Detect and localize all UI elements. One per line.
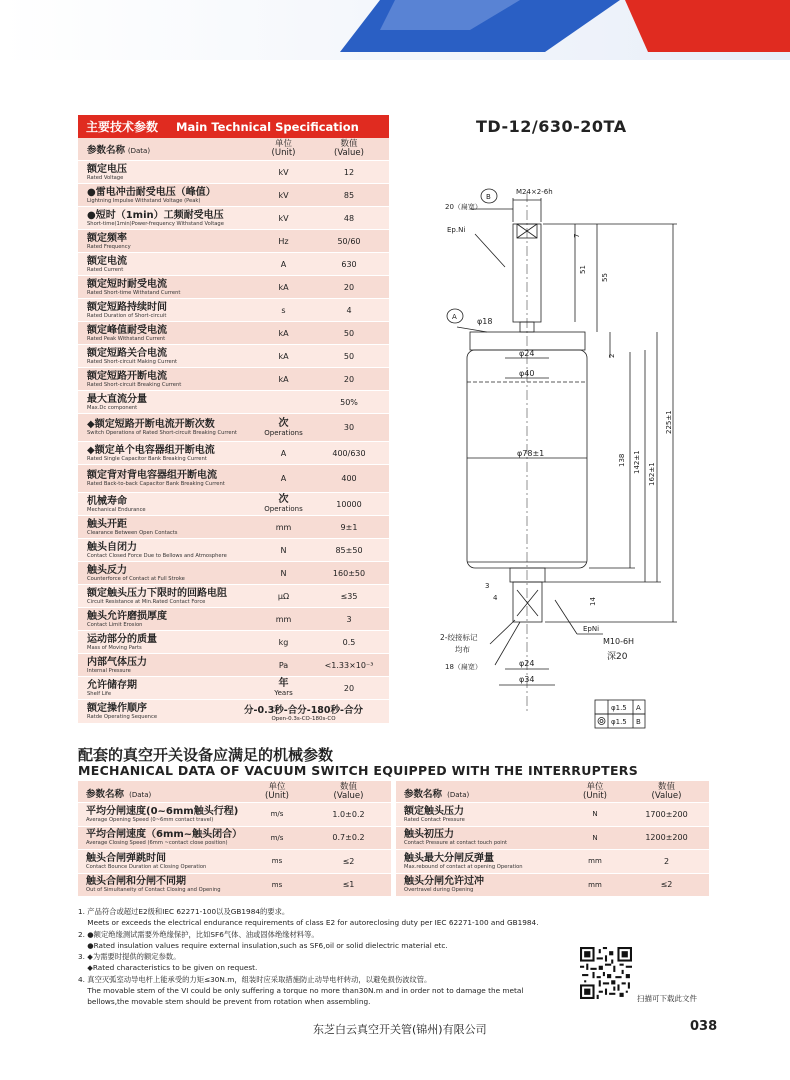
spec-row-name: ●雷电冲击耐受电压（峰值） [87, 186, 216, 198]
spec-row-value: 20 [343, 374, 355, 384]
spec-row-unit: kg [278, 637, 289, 647]
header-value: 数值 [340, 139, 358, 149]
spec-row-name-en: Short-time(1min)Power-frequency Withstand Voltage [87, 220, 224, 227]
mech-right-rows [396, 803, 709, 897]
dim-phi18: φ18 [477, 317, 493, 326]
mech-row-name: 触头合闸弹跳时间 [86, 852, 166, 864]
mech-row-unit: m/s [270, 810, 284, 819]
mech-row [396, 874, 709, 898]
header-unit: 单位 [274, 139, 292, 149]
mech-header-param-en-r: (Data) [447, 791, 470, 799]
dim-2: 2 [608, 353, 616, 358]
spec-last-row [78, 700, 389, 724]
qr-code[interactable] [580, 947, 632, 999]
mech-row-name: 触头最大分闸反弹量 [404, 852, 494, 864]
spec-row-name-en: Internal Pressure [87, 667, 131, 674]
spec-row-value: 400 [341, 474, 357, 483]
mech-row-unit: ms [271, 880, 283, 889]
spec-row-name: ◆额定单个电容器组开断电流 [87, 444, 215, 456]
mech-row [396, 827, 709, 851]
spec-row-name-en: Clearance Between Open Contacts [87, 529, 178, 536]
header-param-en: (Data) [127, 147, 151, 155]
spec-row-name-en: Contact Closed Force Due to Bellows and Atmosphere [87, 552, 227, 559]
mech-row [396, 850, 709, 874]
spec-row [78, 184, 389, 207]
page-number: 038 [690, 1019, 718, 1034]
spec-row-unit: mm [275, 614, 292, 624]
spec-row-name: 允许储存期 [87, 679, 137, 691]
spec-row-value: 0.5 [342, 637, 356, 647]
spec-row-name-en: Shelf Life [87, 690, 112, 697]
spec-row [78, 631, 389, 654]
dim-162: 162±1 [648, 462, 656, 486]
spec-row-name: 额定短时耐受电流 [87, 278, 167, 290]
spec-row-name: 额定短路关合电流 [87, 347, 167, 359]
red-banner-shape [625, 0, 790, 52]
spec-row-value: 50 [343, 351, 355, 361]
spec-row-name: ●短时（1min）工频耐受电压 [87, 209, 224, 221]
mech-row-name: 触头合闸和分闸不同期 [86, 876, 186, 888]
label-epni-bottom: EpNi [583, 625, 600, 633]
spec-row-value: 85 [343, 190, 355, 200]
mech-left-rows [78, 803, 391, 897]
spec-rows [78, 161, 389, 700]
notes [78, 906, 568, 1008]
spec-row-name: 额定触头压力下限时的回路电阻 [87, 587, 227, 599]
mech-row-value: 2 [663, 856, 670, 866]
mech-header-unit-en-r: (Unit) [583, 790, 607, 801]
spec-row-value: 50 [343, 328, 355, 338]
spec-row [78, 322, 389, 345]
dim-phi24-bottom: φ24 [519, 659, 535, 668]
spec-row-name-en: Mechanical Endurance [87, 506, 146, 513]
dim-phi40: φ40 [519, 369, 535, 378]
spec-row-value: 3 [346, 614, 352, 624]
spec-row-unit: kV [278, 190, 289, 200]
last-row-en: Ratde Operating Sequence [87, 714, 158, 720]
spec-row-name: 额定电流 [87, 255, 127, 267]
label-marks: 2-绞接标记 [440, 633, 478, 642]
mech-header-param-en: (Data) [129, 791, 152, 799]
note-line: The movable stem of the VI could be only suffering a torque no more than30N.m and in order not to damage the metal [78, 986, 524, 996]
spec-row [78, 299, 389, 322]
spec-row-name: 额定频率 [87, 232, 127, 244]
spec-row-name: 内部气体压力 [87, 656, 147, 668]
spec-row-unit-en: Operations [264, 505, 303, 513]
spec-row-name: 运动部分的质量 [87, 633, 157, 645]
spec-row-name-en: Switch Operations of Rated Short-circuit Breaking Current [87, 430, 237, 436]
spec-row-value: 9±1 [340, 522, 358, 532]
mech-row-unit: mm [588, 857, 602, 866]
spec-row-unit: mm [275, 522, 292, 532]
label-epni-top: Ep.Ni [447, 226, 466, 234]
interrupter-drawing [425, 182, 695, 742]
dim-14: 14 [589, 597, 597, 606]
model-title: TD-12/630-20TA [476, 117, 627, 136]
spec-row [78, 654, 389, 677]
spec-row-name-en: Rated Short-time Withstand Current [87, 289, 181, 296]
mech-row-name-en: Contact Bounce Duration at Closing Operation [86, 863, 207, 870]
spec-row-value: 630 [341, 259, 357, 269]
spec-row-name: 机械寿命 [87, 495, 127, 507]
note-line: 4. 真空灭弧室动导电杆上能承受的力矩≤30N.m，组装时应采取措施防止动导电杆转动，以避免损伤波纹管。 [78, 974, 432, 984]
spec-row [78, 414, 389, 442]
mech-header-unit: 单位 [268, 781, 286, 792]
spec-row-unit: 次 [278, 417, 289, 429]
spec-row-value: 48 [343, 213, 355, 223]
dim-phi78: φ78±1 [517, 449, 545, 458]
mech-header-unit-en: (Unit) [265, 790, 289, 801]
mech-row-value: ≤2 [342, 856, 355, 866]
mech-header-value-en-r: (Value) [651, 790, 682, 801]
mech-row-unit: m/s [270, 833, 284, 842]
spec-table [78, 115, 389, 724]
top-banner [0, 0, 790, 60]
dim-55: 55 [601, 273, 609, 282]
tol-value-2: φ1.5 [611, 718, 627, 726]
spec-row-name-en: Circuit Resistance at Min.Rated Contact Force [87, 598, 206, 605]
dim-7: 7 [573, 233, 581, 238]
mech-header-param-r: 参数名称 [404, 789, 443, 800]
spec-row-unit: s [281, 305, 286, 315]
dim-flat-18: 18（扁宽） [445, 663, 482, 671]
spec-row [78, 442, 389, 465]
spec-row-name: 最大直流分量 [87, 393, 147, 405]
mech-header-right [396, 781, 709, 803]
mech-row-unit: mm [588, 880, 602, 889]
note-line: Meets or exceeds the electrical endurance requirements of class E2 for autoreclosing duty per IEC 62271-100 and GB1984. [78, 918, 539, 928]
mech-row [78, 850, 391, 874]
spec-row-value: 20 [343, 282, 355, 292]
spec-row-value: 85±50 [335, 545, 363, 555]
mech-table [78, 781, 710, 897]
note-line: bellows,the movable stem should be prevent from rotation when assembling. [78, 997, 371, 1007]
spec-row-value: 50/60 [337, 236, 361, 246]
dim-label-thread: M24×2-6h [516, 188, 553, 196]
last-row-value-en: Open-0.3s-CO-180s-CO [271, 715, 336, 722]
spec-row-value: 20 [343, 683, 355, 693]
dim-phi34: φ34 [519, 675, 535, 684]
spec-row [78, 368, 389, 391]
spec-row-value: ≤35 [340, 591, 358, 601]
spec-row-value: <1.33×10⁻³ [324, 660, 374, 670]
note-line: 2. ●额定绝缘测试需要外绝缘保护，比如SF6气体、油或固体绝缘材料等。 [78, 929, 319, 939]
mech-row [78, 803, 391, 827]
label-evenly: 均布 [455, 645, 470, 654]
spec-row-name: 触头反力 [87, 564, 127, 576]
spec-row-name: 额定短路开断电流 [87, 370, 167, 382]
callout-a: A [452, 313, 457, 321]
spec-row-name-en: Rated Frequency [87, 243, 131, 250]
spec-row [78, 585, 389, 608]
spec-table-title [78, 115, 389, 138]
dim-138: 138 [618, 453, 626, 467]
spec-row-value: 50% [340, 397, 358, 407]
spec-row-unit: kA [278, 374, 289, 384]
spec-row-name-en: Rated Back-to-back Capacitor Bank Breaking Current [87, 481, 225, 487]
spec-row [78, 493, 389, 516]
spec-row [78, 276, 389, 299]
spec-row [78, 465, 389, 493]
spec-row [78, 253, 389, 276]
mech-row-value: 1700±200 [645, 809, 688, 819]
mech-title-en: MECHANICAL DATA OF VACUUM SWITCH EQUIPPED WITH THE INTERRUPTERS [78, 763, 639, 778]
spec-row [78, 161, 389, 184]
tol-datum-b: B [636, 718, 641, 726]
spec-row-name-en: Rated Short-circuit Breaking Current [87, 381, 182, 388]
dim-51: 51 [579, 265, 587, 274]
spec-row-unit: 次 [278, 494, 289, 505]
note-line: ◆Rated characteristics to be given on request. [78, 963, 258, 973]
spec-row-unit: kA [278, 351, 289, 361]
spec-row-value: 30 [343, 423, 355, 432]
spec-row-value: 400/630 [332, 448, 366, 458]
spec-row-name-en: Counterforce of Contact at Full Stroke [87, 575, 185, 582]
spec-row-unit: 年 [278, 678, 289, 689]
mech-header-param: 参数名称 [86, 789, 125, 800]
tol-datum-a: A [636, 704, 641, 712]
mech-row-name-en: Rated Contact Pressure [404, 816, 465, 823]
dim-4: 4 [493, 594, 498, 602]
spec-row-unit-en: Years [274, 689, 293, 697]
spec-row [78, 539, 389, 562]
mech-row-unit: N [592, 810, 598, 819]
spec-row-unit-en: Operations [264, 428, 303, 437]
mech-row-name-en: Max.rebound of contact at opening Operation [404, 863, 523, 870]
tol-value-1: φ1.5 [611, 704, 627, 712]
spec-row [78, 230, 389, 253]
mech-row-name-en: Average Opening Speed (0~6mm contact travel) [86, 816, 214, 823]
spec-row-name-en: Rated Duration of Short-circuit [87, 312, 167, 319]
spec-row-unit: kA [278, 282, 289, 292]
spec-row [78, 516, 389, 539]
spec-row [78, 677, 389, 700]
mech-row [78, 874, 391, 898]
dim-label-flat-20: 20（扁宽） [445, 203, 482, 211]
mech-row-name: 额定触头压力 [404, 805, 464, 817]
spec-row-unit: N [280, 545, 287, 555]
mech-row-name-en: Average Closing Speed (6mm ~contact close position) [86, 840, 228, 847]
spec-row-name: 额定峰值耐受电流 [87, 324, 167, 336]
mech-row-name: 平均合闸速度（6mm~触头闭合） [86, 829, 243, 841]
callout-b-top: B [486, 193, 491, 201]
spec-title-cn: 主要技术参数 [86, 120, 159, 134]
mech-row-value: ≤2 [660, 880, 673, 890]
spec-row-unit: Hz [278, 236, 289, 246]
spec-row-value: 10000 [336, 499, 362, 509]
spec-title-en: Main Technical Specification [176, 119, 359, 134]
mech-row-value: 1.0±0.2 [332, 809, 365, 819]
spec-row-value: 4 [346, 305, 352, 315]
spec-row-unit: kV [278, 167, 289, 177]
mech-row [396, 803, 709, 827]
mech-header-value-en: (Value) [333, 790, 364, 801]
spec-row-name-en: Contact Limit Erosion [87, 621, 143, 628]
mech-table-left [78, 781, 391, 897]
spec-row [78, 391, 389, 414]
mech-row-name-en: Overtravel during Opening [404, 887, 474, 894]
mech-row-value: 0.7±0.2 [332, 833, 365, 843]
mech-table-right [396, 781, 709, 897]
spec-row-name-en: Rated Current [87, 266, 124, 273]
dim-depth20: 深20 [607, 652, 628, 662]
mech-row-name: 平均分闸速度(0~6mm触头行程) [86, 805, 239, 817]
mech-header-unit-r: 单位 [586, 781, 604, 792]
mech-row-value: ≤1 [342, 880, 355, 890]
note-line: ●Rated insulation values require external insulation,such as SF6,oil or solid dielectric material etc. [78, 940, 448, 950]
spec-row-name-en: Mass of Moving Parts [87, 644, 142, 651]
last-row-cn: 额定操作顺序 [87, 703, 147, 714]
spec-row-name-en: Rated Peak Withstand Current [87, 335, 166, 342]
mech-title-cn: 配套的真空开关设备应满足的机械参数 [78, 746, 334, 764]
spec-header-row [78, 138, 389, 161]
header-param: 参数名称 [87, 145, 126, 156]
spec-row-unit: N [280, 568, 287, 578]
footer-company: 东芝白云真空开关管(锦州)有限公司 [313, 1023, 487, 1036]
qr-caption: 扫描可下载此文件 [637, 994, 697, 1003]
dim-m10: M10-6H [603, 637, 635, 646]
spec-row-name: ◆额定短路开断电流开断次数 [87, 419, 215, 430]
spec-row [78, 207, 389, 230]
note-line: 3. ◆为需要时提供的额定参数。 [78, 952, 181, 962]
mech-row-name: 触头初压力 [404, 829, 454, 841]
spec-row-name: 额定背对背电容器组开断电流 [87, 470, 217, 481]
spec-row-name-en: Rated Short-circuit Making Current [87, 358, 178, 365]
mech-header-value: 数值 [339, 781, 357, 792]
header-unit-en: (Unit) [271, 148, 296, 158]
spec-row [78, 562, 389, 585]
dim-phi24-top: φ24 [519, 349, 535, 358]
spec-row [78, 345, 389, 368]
spec-row-name-en: Rated Voltage [87, 174, 124, 181]
spec-row-unit: A [280, 474, 287, 483]
spec-row-name: 触头自闭力 [87, 541, 137, 553]
mech-row-unit: ms [271, 857, 283, 866]
spec-row-unit: Pa [278, 660, 289, 670]
mech-row-name-en: Out of Simultaneity of Contact Closing and Opening [86, 887, 221, 894]
spec-row-unit: μΩ [277, 591, 290, 601]
mech-row-value: 1200±200 [645, 833, 688, 843]
dim-142: 142±1 [633, 450, 641, 474]
mech-row-unit: N [592, 833, 598, 842]
spec-row-name-en: Rated Single Capacitor Bank Breaking Current [87, 455, 207, 462]
spec-row-name: 触头开距 [87, 518, 127, 530]
mech-header-value-r: 数值 [657, 781, 675, 792]
note-line: 1. 产品符合或超过E2级和IEC 62271-100以及GB1984的要求。 [78, 907, 290, 916]
dim-225: 225±1 [665, 410, 673, 434]
spec-row-unit: A [280, 448, 287, 458]
spec-row [78, 608, 389, 631]
spec-row-unit: A [280, 259, 287, 269]
spec-row-value: 160±50 [332, 568, 366, 578]
spec-row-name-en: Max.Dc component [87, 404, 138, 411]
spec-row-value: 12 [343, 167, 355, 177]
spec-row-name: 额定短路持续时间 [87, 301, 167, 313]
last-row-value: 分-0.3秒-合分-180秒-合分 [244, 704, 363, 716]
spec-row-name: 额定电压 [87, 163, 127, 175]
header-value-en: (Value) [334, 148, 364, 158]
spec-row-unit: kA [278, 328, 289, 338]
mech-row-name: 触头分闸允许过冲 [404, 876, 484, 888]
spec-row-unit: kV [278, 213, 289, 223]
mech-row-name-en: Contact Pressure at contact touch point [404, 840, 508, 847]
mech-row [78, 827, 391, 851]
mech-header-left [78, 781, 391, 803]
spec-row-name: 触头允许磨损厚度 [87, 610, 167, 622]
dim-3: 3 [485, 582, 490, 590]
spec-row-name-en: Lightning Impulse Withstand Voltage (Peak) [87, 197, 201, 204]
